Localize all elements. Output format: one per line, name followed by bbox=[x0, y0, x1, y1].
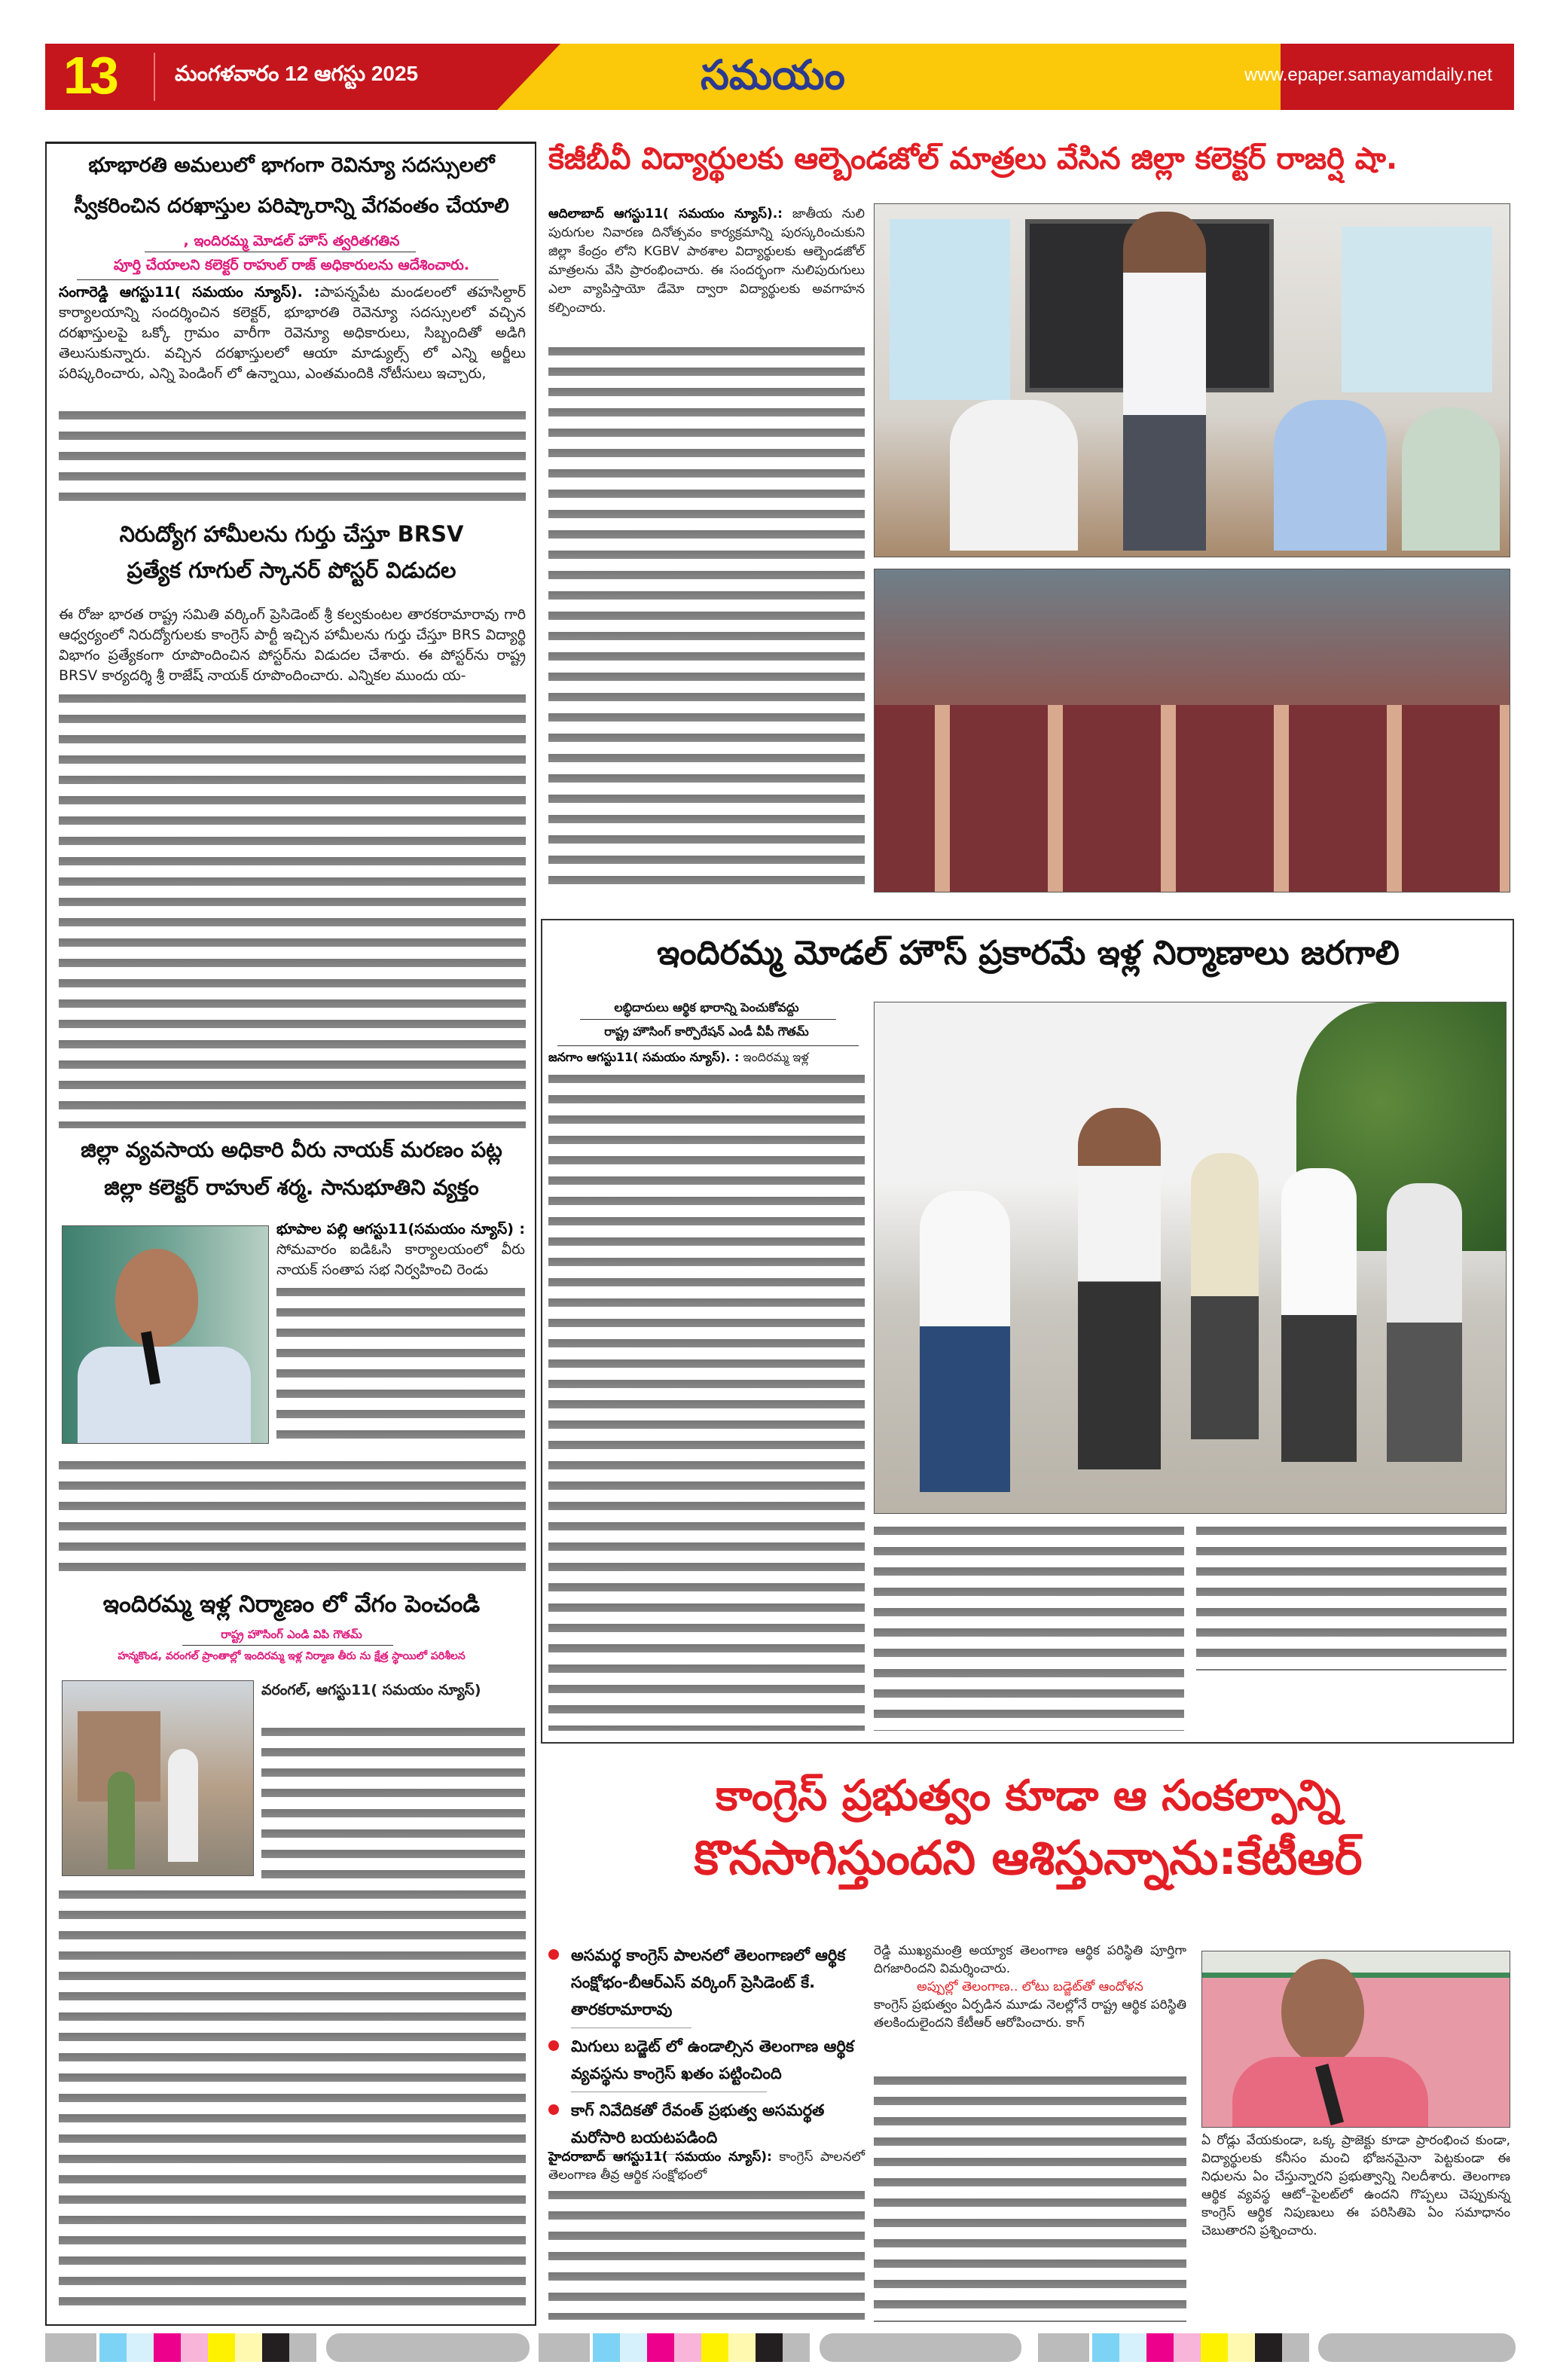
poster bbox=[890, 219, 1010, 400]
ktr-bullet: మిగులు బడ్జెట్ లో ఉండాల్సిన తెలంగాణ ఆర్థిక వ్యవస్థను కాంగ్రెస్ ఖతం పట్టించింది bbox=[548, 2033, 865, 2087]
ktr-headline-line1: కాంగ్రెస్ ప్రభుత్వం కూడా ఆ సంకల్పాన్ని bbox=[716, 1771, 1341, 1820]
registration-pill bbox=[326, 2333, 530, 2362]
article4-body-continued bbox=[59, 1884, 526, 2313]
ktr-body-col2 bbox=[874, 1942, 1186, 2032]
ktr-body-col3: ఏ రోడ్లు వేయకుండా, ఒక్క ప్రాజెక్టు కూడా ప్రారంభించ కుండా, విద్యార్థులకు కనీసం మంచి భోజనమైనా పెట్టకుండా ఈ నిధులను ఏం చేస్తున్నారని ప్రభుత్వాన్ని నిలదీశారు. తెలంగాణ ఆర్థిక వ్యవస్థ ఆటో–పైలట్‌లో ఉందని గొప్పలు చెప్పుకున్న కాంగ్రెస్ ఆర్థిక నిపుణులు ఈ పరిసితిపె ఏం సమాధానం చెబుతారని ప్రశ్నించారు. bbox=[1201, 2133, 1510, 2238]
person-shirt bbox=[78, 1347, 251, 1444]
article1-headline-line2: స్వీకరించిన దరఖాస్తుల పరిష్కారాన్ని వేగవంతం చేయాలి bbox=[74, 194, 509, 218]
ktr-body bbox=[548, 2148, 865, 2184]
epaper-url[interactable]: www.epaper.samayamdaily.net bbox=[1244, 65, 1493, 85]
kgbv-collector-photo bbox=[874, 203, 1510, 557]
dateline: హైదరాబాద్ ఆగస్టు11( సమయం న్యూస్): bbox=[548, 2150, 772, 2165]
seated-official bbox=[950, 400, 1078, 551]
collector-standing bbox=[1123, 212, 1206, 551]
kgbv-headline: కేజీబీవీ విద్యార్థులకు ఆల్బెండజోల్ మాత్రలు వేసిన జిల్లా కలెక్టర్ రాజర్షి షా. bbox=[548, 142, 1398, 176]
article4-subhead-2: హన్మకొండ, వరంగల్ ప్రాంతాల్లో ఇందిరమ్మ ఇళ్ల నిర్మాణ తీరు ను క్షేత్ర స్థాయిలో పరిశీలన bbox=[118, 1650, 466, 1662]
md-gautham-walking bbox=[1078, 1108, 1161, 1469]
person bbox=[168, 1749, 198, 1862]
ktr-photo bbox=[1201, 1951, 1510, 2128]
ktr-bullet: అసమర్థ కాంగ్రెస్ పాలనలో తెలంగాణలో ఆర్థిక సంక్షోభం-బీఆర్ఎస్ వర్కింగ్ ప్రెసిడెంట్ కే. తారకరామారావు bbox=[548, 1942, 865, 2023]
body-text: ఈ సందర్భంగా నులిపురుగులు ఎలా వ్యాపిస్తాయో డేమో ద్వారా విద్యార్థులకు అవగాహన కల్పించారు. bbox=[548, 263, 866, 316]
divider bbox=[154, 53, 155, 101]
ktr-headline-line2: కొనసాగిస్తుందని ఆశిస్తున్నాను:కేటీఆర్ bbox=[694, 1830, 1363, 1885]
body-text: జాతీయ నులి పురుగుల నివారణ దినోత్సవం కార్యక్రమాన్ని పురస్కరించుకుని జిల్లా కేంద్రం లోని KGBV పాఠశాల విద్యార్థులకు ఆల్బెండజోల్ మాత్రలను వేసి ప్రారంభించారు. bbox=[548, 206, 865, 278]
body-text: కాంగ్రెస్ పాలనలో తెలంగాణ తీవ్ర ఆర్థిక సంక్షోభంలో bbox=[548, 2150, 865, 2183]
article3-body bbox=[276, 1219, 525, 1280]
registration-pill bbox=[820, 2333, 1021, 2362]
article1-body-continued bbox=[59, 404, 526, 506]
seated-official bbox=[1402, 407, 1500, 551]
page-number: 13 bbox=[63, 46, 116, 105]
ktr-subhead: అప్పుల్లో తెలంగాణ.. లోటు బడ్జెట్‌తో ఆందోళన bbox=[917, 1979, 1143, 1994]
housing-body-continued bbox=[548, 1068, 865, 1731]
article1-subhead-2: పూర్తి చేయాలని కలెక్టర్ రాహుల్ రాజ్ అధికారులను ఆదేశించారు. bbox=[113, 257, 470, 273]
body-text: ఇందిరమ్మ ఇళ్ల bbox=[743, 1050, 809, 1064]
article4-dateline: వరంగల్, ఆగస్టు11( సమయం న్యూస్) bbox=[261, 1682, 481, 1698]
person-head bbox=[115, 1249, 198, 1347]
housing-subhead-1: లబ్ధిదారులు ఆర్థిక భారాన్ని పెంచుకోవద్దు bbox=[614, 1000, 799, 1015]
housing-body-col3 bbox=[1196, 1520, 1507, 1671]
masthead bbox=[45, 44, 1514, 110]
police-officer bbox=[1191, 1153, 1259, 1439]
article3-body-continued bbox=[276, 1281, 525, 1451]
article1-headline-line1: భూభారతి అమలులో భాగంగా రెవిన్యూ సదస్సులలో bbox=[88, 154, 495, 177]
poster bbox=[1342, 227, 1492, 392]
article4-headline: ఇందిరమ్మ ఇళ్ల నిర్మాణం లో వేగం పెంచండి bbox=[102, 1591, 481, 1618]
dateline: జనగాం ఆగస్టు11( సమయం న్యూస్). : bbox=[548, 1050, 740, 1064]
article4-body bbox=[261, 1721, 525, 1879]
article3-headline-line2: జిల్లా కలెక్టర్ రాహుల్ శర్మ. సానుభూతిని వ్యక్తం bbox=[104, 1175, 479, 1200]
registration-pill bbox=[1318, 2333, 1516, 2362]
article2-headline-line2: ప్రత్యేక గూగుల్ స్కానర్ పోస్టర్ విడుదల bbox=[127, 557, 456, 583]
housing-subhead-2: రాష్ట్ర హౌసింగ్ కార్పొరేషన్ ఎండీ వీపీ గౌతమ్ bbox=[604, 1024, 809, 1039]
official-walking bbox=[1281, 1168, 1357, 1462]
housing-headline: ఇందిరమ్మ మోడల్ హౌస్ ప్రకారమే ఇళ్ల నిర్మాణాలు జరగాలి bbox=[657, 934, 1400, 972]
article1-body bbox=[59, 282, 526, 384]
issue-date: మంగళవారం 12 ఆగస్టు 2025 bbox=[175, 62, 419, 85]
color-registration-bar bbox=[539, 2333, 810, 2362]
housing-inspection-photo bbox=[62, 1680, 254, 1876]
article2-body: ఈ రోజు భారత రాష్ట్ర సమితి వర్కింగ్ ప్రెసిడెంట్ శ్రీ కల్వకుంటల తారకరామారావు గారి ఆధ్వర్యంలో నిరుద్యోగులకు కాంగ్రెస్ పార్టీ ఇచ్చిన హామీలను గుర్తు చేస్తూ BRS విద్యార్థి విభాగం ప్రత్యేకంగా రూపొందించిన పోస్టర్‌ను విడుదల చేశారు. ఈ పోస్టర్‌ను రాష్ట్ర BRSV కార్యదర్శి శ్రీ రాజేష్ నాయక్ రూపొందించారు. ఎన్నికల ముందు య- bbox=[59, 606, 526, 684]
person-head bbox=[1281, 1959, 1364, 2064]
kgbv-body bbox=[548, 205, 865, 318]
ktr-body-continued bbox=[548, 2184, 865, 2320]
left-column bbox=[45, 142, 536, 2326]
kgbv-students-photo bbox=[874, 569, 1510, 892]
article2-headline-line1: నిరుద్యోగ హామీలను గుర్తు చేస్తూ BRSV bbox=[119, 521, 464, 547]
seated-official bbox=[1274, 400, 1387, 551]
housing-body-col2 bbox=[874, 1520, 1184, 1731]
divider bbox=[77, 279, 499, 280]
article3-headline-line1: జిల్లా వ్యవసాయ అధికారి వీరు నాయక్ మరణం పట్ల bbox=[81, 1137, 502, 1162]
body-text: సోమవారం ఐడిఓసి కార్యాలయంలో వీరు నాయక్ సంతాప సభ నిర్వహించి రెండు bbox=[276, 1241, 525, 1278]
person bbox=[108, 1771, 135, 1869]
body-text: రెడ్డి ముఖ్యమంత్రి అయ్యాక తెలంగాణ ఆర్థిక పరిస్థితి పూర్తిగా దిగజారిందని విమర్శించారు. bbox=[874, 1943, 1186, 1976]
kgbv-body-continued bbox=[548, 340, 865, 894]
newspaper-logo: సమయం bbox=[701, 51, 845, 99]
collector-photo bbox=[62, 1225, 269, 1444]
color-registration-bar bbox=[1038, 2333, 1309, 2362]
color-registration-bar bbox=[45, 2333, 316, 2362]
official-walking bbox=[1387, 1183, 1462, 1462]
divider bbox=[182, 1645, 393, 1646]
masthead-yellow-band bbox=[497, 44, 1281, 110]
students-group bbox=[875, 705, 1510, 892]
dateline: భూపాల పల్లి ఆగస్టు11(సమయం న్యూస్) : bbox=[276, 1221, 525, 1237]
article3-body-continued bbox=[59, 1454, 526, 1576]
ktr-bullet: కాగ్ నివేదికతో రేవంత్ ప్రభుత్వ అసమర్థత మరోసారి బయటపడింది bbox=[548, 2097, 865, 2151]
divider bbox=[580, 1019, 836, 1020]
article2-body-continued bbox=[59, 688, 526, 1128]
body-text: కాంగ్రెస్ ప్రభుత్వం ఏర్పడిన మూడు నెలల్లోనే రాష్ట్ర ఆర్థిక పరిస్థితి తలకిందులైందని కేటీఆర్ ఆరోపించారు. కాగ్ bbox=[874, 1997, 1186, 2031]
ktr-body-col2-continued bbox=[874, 2070, 1186, 2322]
housing-inspection-photo bbox=[874, 1002, 1507, 1514]
housing-body bbox=[548, 1048, 865, 1066]
divider bbox=[557, 1045, 859, 1046]
dateline: సంగారెడ్డి ఆగస్టు11( సమయం న్యూస్). : bbox=[59, 284, 320, 301]
ktr-bullet-list bbox=[548, 1942, 865, 2158]
body-text: పాపన్నపేట మండలంలో తహసిల్దార్ కార్యాలయాన్ని సందర్శించిన కలెక్టర్, భూభారతి రెవెన్యూ సదస్సులలో వచ్చిన దరఖాస్తులపై ఒక్కో గ్రామం వారీగా రెవెన్యూ అధికారులు, సిబ్బందితో అడిగి తెలుసుకున్నారు. వచ్చిన దరఖాస్తులలో ఆయా మాడ్యుల్స్ లో ఎన్ని అర్జీలు పరిష్కరించారు, ఎన్ని పెండింగ్ లో ఉన్నాయి, ఎంతమందికి నోటీసులు ఇచ్చారు, bbox=[59, 284, 527, 382]
article4-subhead-1: రాష్ట్ర హౌసింగ్ ఎండి విపి గౌతమ్ bbox=[221, 1628, 362, 1641]
official-walking bbox=[920, 1191, 1010, 1492]
article1-subhead-1: , ఇందిరమ్మ మోడల్ హౌస్ త్వరితగతిన bbox=[183, 233, 400, 249]
dateline: ఆదిలాబాద్ ఆగస్టు11( సమయం న్యూస్).: bbox=[548, 206, 783, 221]
